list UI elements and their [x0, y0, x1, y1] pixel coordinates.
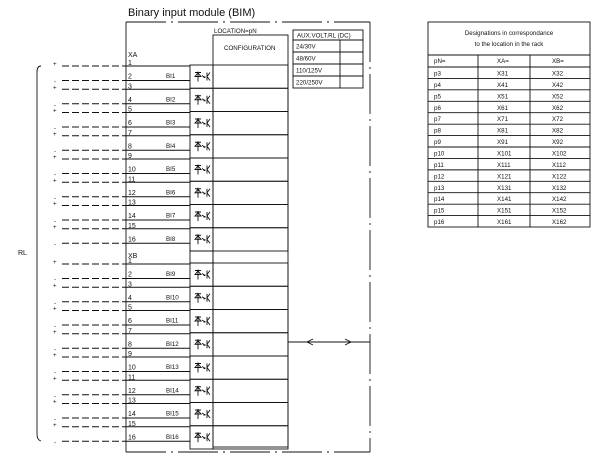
- designation-cell: p9: [434, 139, 441, 147]
- configuration-cell: [213, 356, 288, 379]
- terminal-number: 1: [128, 60, 132, 67]
- connector-xa: [53, 52, 288, 251]
- minus-sign: -: [54, 218, 57, 225]
- binary-input-label: BI8: [166, 235, 176, 243]
- designation-cell: X31: [497, 70, 509, 78]
- designation-cell: p3: [434, 70, 441, 78]
- designation-cell: p8: [434, 127, 441, 135]
- designation-cell: X102: [552, 150, 567, 158]
- designation-row: [428, 78, 590, 89]
- terminal-number: 3: [128, 281, 132, 289]
- designation-cell: X161: [497, 219, 512, 227]
- aux-voltage-option: 220/250V: [296, 79, 323, 87]
- minus-sign: -: [54, 346, 57, 354]
- connector-label: XB: [128, 253, 138, 260]
- designation-cell: X152: [552, 207, 567, 215]
- minus-sign: -: [54, 369, 57, 377]
- binary-input-row: [53, 107, 288, 135]
- binary-input-row: [53, 200, 288, 228]
- terminal-number: 16: [128, 434, 136, 442]
- binary-input-row: [53, 176, 288, 204]
- designation-row: [428, 136, 590, 147]
- configuration-cell: [213, 112, 288, 135]
- configuration-label: CONFIGURATION: [224, 45, 276, 52]
- aux-voltage-option: 24/30V: [296, 43, 316, 51]
- terminal-number: 14: [128, 411, 136, 418]
- optocoupler-icon: [195, 188, 210, 198]
- designation-header-xb: XB=: [552, 58, 564, 65]
- designation-cell: X122: [552, 173, 567, 181]
- optocoupler-icon: [195, 95, 210, 105]
- binary-input-row: [53, 374, 288, 402]
- designation-header-pn: pN=: [434, 58, 446, 65]
- terminal-number: 13: [128, 397, 136, 405]
- designation-cell: X142: [552, 196, 567, 204]
- configuration-cell: [213, 88, 288, 111]
- binary-input-label: BI16: [166, 433, 179, 441]
- designation-cell: X91: [497, 139, 509, 147]
- terminal-number: 5: [128, 106, 132, 114]
- terminal-number: 6: [128, 318, 132, 325]
- terminal-number: 10: [128, 166, 136, 174]
- minus-sign: -: [54, 241, 57, 249]
- plus-sign: +: [53, 130, 57, 138]
- terminal-number: 5: [128, 304, 132, 312]
- binary-input-row: [53, 421, 288, 449]
- designation-row: [428, 216, 590, 227]
- optocoupler-icon: [195, 432, 210, 442]
- binary-input-row: [53, 60, 288, 91]
- bidirectional-arrow-icon: [288, 339, 370, 345]
- designation-cell: X101: [497, 150, 512, 158]
- terminal-number: 2: [128, 73, 132, 81]
- designation-cell: p5: [434, 93, 441, 101]
- plus-sign: +: [53, 107, 57, 115]
- configuration-box: [213, 35, 288, 447]
- optocoupler-icon: [195, 293, 210, 303]
- designation-row: [428, 158, 590, 169]
- designation-cell: p12: [434, 173, 445, 181]
- configuration-cell: [213, 181, 288, 204]
- terminal-number: 12: [128, 189, 136, 197]
- minus-sign: -: [54, 101, 57, 109]
- configuration-cell: [213, 65, 288, 88]
- designation-cell: X72: [552, 116, 564, 124]
- plus-sign: +: [53, 84, 57, 92]
- designation-cell: p15: [434, 207, 445, 215]
- optocoupler-icon: [195, 234, 210, 244]
- terminal-number: 7: [128, 327, 132, 335]
- optocoupler-icon: [195, 72, 210, 82]
- binary-input-label: BI9: [166, 271, 176, 278]
- plus-sign: +: [53, 328, 57, 336]
- binary-input-row: [53, 351, 288, 382]
- plus-sign: +: [53, 200, 57, 208]
- binary-input-label: BI11: [166, 317, 179, 325]
- designation-cell: X112: [552, 161, 566, 169]
- designation-row: [428, 170, 590, 181]
- minus-sign: -: [54, 194, 57, 202]
- plus-sign: +: [53, 154, 57, 161]
- connector-label: XA: [128, 52, 138, 59]
- configuration-cell: [213, 263, 288, 286]
- designation-row: [428, 124, 590, 134]
- plus-sign: +: [53, 375, 57, 383]
- designation-cell: p4: [434, 81, 441, 89]
- connector-xb: [53, 251, 288, 449]
- terminal-number: 9: [128, 153, 132, 160]
- designation-table: [428, 22, 590, 227]
- optocoupler-icon: [195, 386, 210, 396]
- terminal-number: 8: [128, 143, 132, 151]
- designation-cell: p16: [434, 219, 445, 227]
- designation-cell: X111: [497, 161, 511, 169]
- designation-cell: X71: [497, 116, 509, 124]
- designation-cell: p11: [434, 161, 444, 169]
- binary-input-label: BI12: [166, 340, 179, 348]
- binary-input-label: BI13: [166, 364, 179, 371]
- designation-cell: p7: [434, 116, 441, 124]
- designation-cell: X151: [497, 207, 512, 215]
- optocoupler-icon: [195, 141, 210, 151]
- binary-input-label: BI14: [166, 387, 179, 395]
- terminal-number: 6: [128, 120, 132, 127]
- optocoupler-icon: [195, 409, 210, 419]
- designation-cell: X141: [497, 196, 512, 204]
- optocoupler-icon: [195, 316, 210, 326]
- designation-row: [428, 90, 590, 101]
- configuration-cell: [213, 135, 288, 158]
- binary-input-row: [53, 130, 288, 158]
- configuration-cell: [213, 426, 288, 449]
- optocoupler-icon: [195, 118, 210, 128]
- terminal-number: 11: [128, 374, 136, 382]
- terminal-number: 8: [128, 341, 132, 349]
- binary-input-row: [53, 328, 288, 356]
- designation-cell: X42: [552, 81, 564, 89]
- designation-cell: X121: [497, 173, 512, 181]
- minus-sign: -: [54, 125, 57, 132]
- minus-sign: -: [54, 439, 57, 447]
- plus-sign: +: [53, 259, 57, 266]
- terminal-number: 4: [128, 294, 132, 302]
- rl-label: RL: [18, 250, 27, 257]
- designation-row: [428, 67, 590, 78]
- minus-sign: -: [54, 148, 57, 156]
- designation-cell: p13: [434, 184, 445, 192]
- minus-sign: -: [54, 171, 57, 179]
- designation-row: [428, 147, 590, 158]
- binary-input-label: BI10: [166, 294, 179, 302]
- plus-sign: +: [53, 398, 57, 406]
- designation-cell: X131: [497, 184, 512, 192]
- binary-input-label: BI4: [166, 142, 176, 150]
- binary-input-row: [53, 83, 288, 111]
- terminal-number: 15: [128, 222, 136, 230]
- minus-sign: -: [54, 392, 57, 400]
- optocoupler-icon: [195, 211, 210, 221]
- terminal-number: 3: [128, 83, 132, 91]
- minus-sign: -: [54, 299, 57, 307]
- plus-sign: +: [53, 352, 57, 359]
- designation-cell: X81: [497, 127, 509, 135]
- designation-cell: p6: [434, 104, 441, 112]
- designation-cell: X92: [552, 139, 564, 147]
- designation-cell: X132: [552, 184, 567, 192]
- designation-cell: p10: [434, 150, 445, 158]
- plus-sign: +: [53, 305, 57, 313]
- plus-sign: +: [53, 282, 57, 290]
- designation-row: [428, 181, 590, 192]
- designation-row: [428, 193, 590, 204]
- designation-row: [428, 204, 590, 215]
- minus-sign: -: [54, 276, 57, 284]
- configuration-cell: [213, 333, 288, 356]
- configuration-cell: [213, 403, 288, 426]
- aux-voltage-option: 48/60V: [296, 55, 316, 63]
- designation-cell: X52: [552, 93, 564, 101]
- configuration-cell: [213, 158, 288, 181]
- binary-input-row: [53, 281, 288, 309]
- aux-voltage-option: 110/125V: [296, 67, 323, 75]
- binary-input-label: BI3: [166, 119, 176, 127]
- binary-input-label: BI1: [166, 73, 176, 80]
- optocoupler-icon: [195, 339, 210, 349]
- configuration-cell: [213, 379, 288, 402]
- plus-sign: +: [53, 223, 57, 231]
- minus-sign: -: [54, 78, 57, 86]
- terminal-number: 16: [128, 236, 136, 244]
- designation-cell: X41: [497, 81, 509, 89]
- binary-input-row: [53, 398, 288, 426]
- binary-input-row: [53, 305, 288, 333]
- module-title: Binary input module (BIM): [128, 7, 256, 19]
- designation-cell: X51: [497, 93, 509, 101]
- binary-input-label: BI2: [166, 96, 176, 104]
- location-label: LOCATION=pN: [214, 28, 257, 35]
- designation-cell: p14: [434, 196, 445, 204]
- plus-sign: +: [53, 177, 57, 185]
- binary-input-row: [53, 258, 288, 289]
- aux-voltage-table: [293, 30, 363, 88]
- designation-title-line1: Designations in correspondance: [464, 30, 554, 37]
- terminal-number: 1: [128, 258, 132, 265]
- terminal-number: 7: [128, 129, 132, 137]
- plus-sign: +: [53, 421, 57, 429]
- designation-row: [428, 113, 590, 124]
- separator-cell: [190, 251, 213, 263]
- designation-header-xa: XA=: [497, 58, 509, 65]
- terminal-number: 13: [128, 199, 136, 207]
- terminal-number: 12: [128, 387, 136, 395]
- designation-cell: X62: [552, 104, 564, 112]
- binary-input-label: BI7: [166, 212, 176, 220]
- aux-voltage-header: AUX.VOLT.RL (DC): [297, 32, 351, 40]
- binary-input-label: BI6: [166, 189, 176, 197]
- designation-title-line2: to the location in the rack: [474, 41, 544, 48]
- binary-input-label: BI5: [166, 166, 176, 173]
- binary-input-row: [53, 153, 288, 184]
- designation-cell: X82: [552, 127, 564, 135]
- optocoupler-icon: [195, 165, 210, 175]
- configuration-cell: [213, 310, 288, 333]
- designation-cell: X162: [552, 219, 567, 227]
- minus-sign: -: [54, 416, 57, 423]
- terminal-number: 2: [128, 271, 132, 279]
- minus-sign: -: [54, 323, 57, 330]
- terminal-number: 15: [128, 420, 136, 428]
- terminal-number: 9: [128, 351, 132, 358]
- terminal-number: 4: [128, 96, 132, 104]
- configuration-cell: [213, 205, 288, 228]
- designation-cell: X61: [497, 104, 509, 112]
- designation-row: [428, 101, 590, 112]
- binary-input-label: BI15: [166, 410, 179, 418]
- optocoupler-icon: [195, 363, 210, 373]
- designation-cell: X32: [552, 70, 564, 78]
- optocoupler-icon: [195, 270, 210, 280]
- terminal-number: 14: [128, 213, 136, 220]
- terminal-number: 10: [128, 364, 136, 372]
- brace-icon: [37, 66, 41, 441]
- plus-sign: +: [53, 61, 57, 68]
- binary-input-row: [53, 223, 288, 251]
- terminal-number: 11: [128, 176, 136, 184]
- configuration-cell: [213, 286, 288, 309]
- configuration-cell: [213, 228, 288, 251]
